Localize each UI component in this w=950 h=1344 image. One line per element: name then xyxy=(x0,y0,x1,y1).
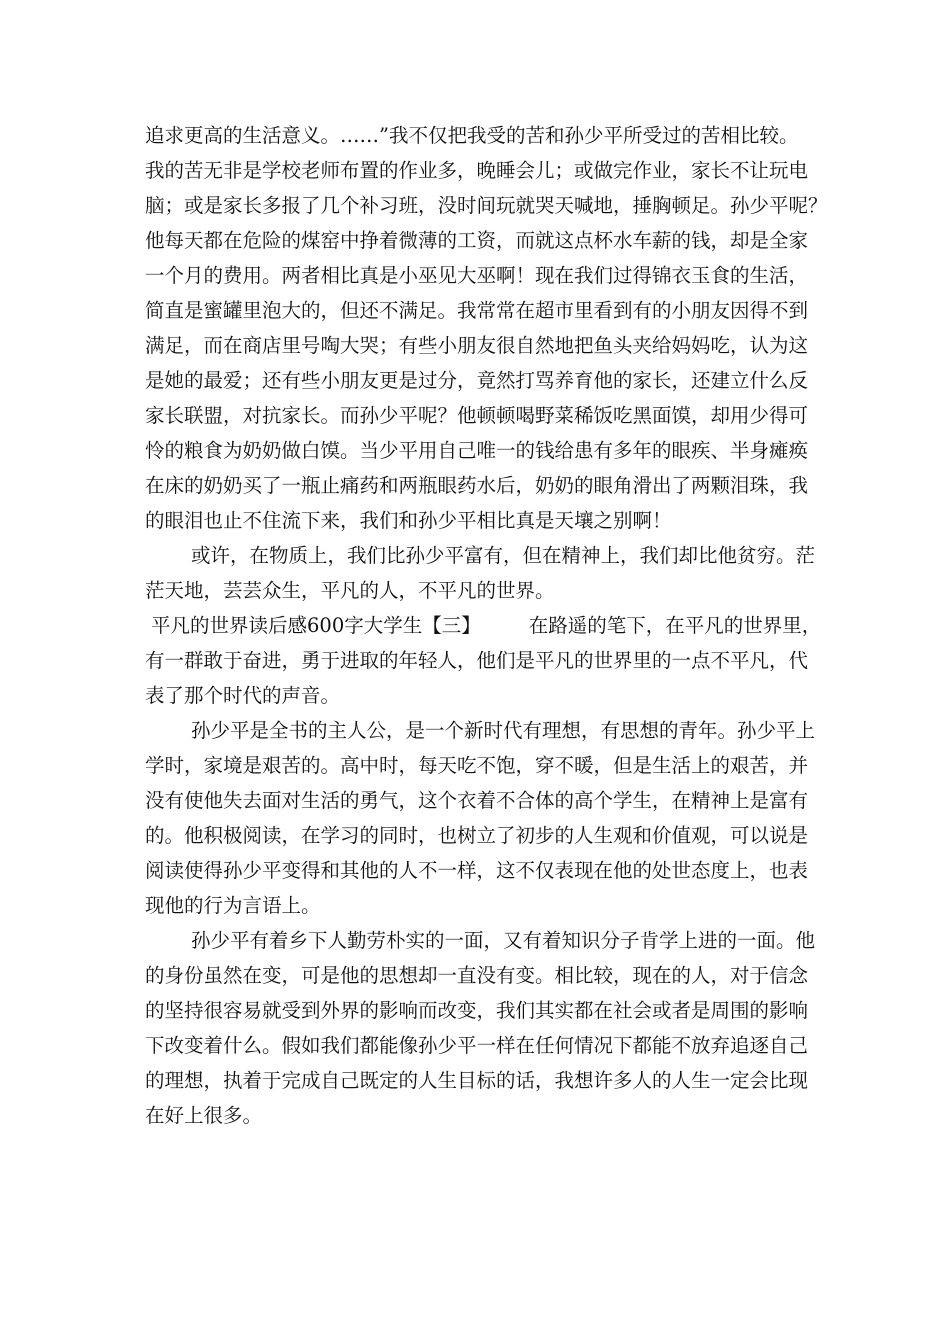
text-line: 现他的行为言语上。 xyxy=(145,894,321,917)
text-line: 在床的奶奶买了一瓶止痛药和两瓶眼药水后，奶奶的眼角滑出了两颗泪珠，我 xyxy=(145,474,809,497)
text-line: 追求更高的生活意义。……”我不仅把我受的苦和孙少平所受过的苦相比较。 xyxy=(145,124,799,147)
text-line: 满足，而在商店里号啕大哭；有些小朋友很自然地把鱼头夹给妈妈吃，认为这 xyxy=(145,334,809,357)
text-line: 学时，家境是艰苦的。高中时，每天吃不饱，穿不暖，但是生活上的艰苦，并 xyxy=(145,754,809,777)
text-line: 他每天都在危险的煤窑中挣着微薄的工资，而就这点杯水车薪的钱，却是全家 xyxy=(145,229,809,252)
text-line: 简直是蜜罐里泡大的，但还不满足。我常常在超市里看到有的小朋友因得不到 xyxy=(145,299,809,322)
text-line: 家长联盟，对抗家长。而孙少平呢？他顿顿喝野菜稀饭吃黑面馍，却用少得可 xyxy=(145,404,809,427)
text-line: 的。他积极阅读，在学习的同时，也树立了初步的人生观和价值观，可以说是 xyxy=(145,824,809,847)
paragraph-5 xyxy=(145,923,815,1133)
text-line: 没有使他失去面对生活的勇气，这个衣着不合体的高个学生，在精神上是富有 xyxy=(145,789,809,812)
text-line: 孙少平是全书的主人公，是一个新时代有理想，有思想的青年。孙少平上 xyxy=(191,719,816,742)
paragraph-2 xyxy=(145,538,815,608)
text-line: 阅读使得孙少平变得和其他的人不一样，这不仅表现在他的处世态度上，也表 xyxy=(145,859,809,882)
text-line: 脑；或是家长多报了几个补习班，没时间玩就哭天喊地，捶胸顿足。孙少平呢？ xyxy=(145,194,828,217)
text-line: 或许，在物质上，我们比孙少平富有，但在精神上，我们却比他贫穷。茫 xyxy=(191,544,816,567)
text-line: 的理想，执着于完成自己既定的人生目标的话，我想许多人的人生一定会比现 xyxy=(145,1069,809,1092)
text-line: 的坚持很容易就受到外界的影响而改变，我们其实都在社会或者是周围的影响 xyxy=(145,999,809,1022)
text-line: 下改变着什么。假如我们都能像孙少平一样在任何情况下都能不放弃追逐自己 xyxy=(145,1034,809,1057)
text-line: 一个月的费用。两者相比真是小巫见大巫啊！现在我们过得锦衣玉食的生活， xyxy=(145,264,809,287)
paragraph-1 xyxy=(145,118,828,538)
text-fragment: 在路遥的笔下，在平凡的世界里， xyxy=(528,614,822,637)
paragraph-3 xyxy=(145,608,822,713)
paragraph-4 xyxy=(145,713,815,923)
text-line: 孙少平有着乡下人勤劳朴实的一面，又有着知识分子肯学上进的一面。他 xyxy=(191,929,816,952)
text-line: 是她的最爱；还有些小朋友更是过分，竟然打骂养育他的家长，还建立什么反 xyxy=(145,369,809,392)
text-line: 怜的粮食为奶奶做白馍。当少平用自己唯一的钱给患有多年的眼疾、半身瘫痪 xyxy=(145,439,809,462)
text-line: 有一群敢于奋进，勇于进取的年轻人，他们是平凡的世界里的一点不平凡，代 xyxy=(145,649,809,672)
text-line: 茫天地，芸芸众生，平凡的人，不平凡的世界。 xyxy=(145,579,555,602)
text-line: 的眼泪也止不住流下来，我们和孙少平相比真是天壤之别啊！ xyxy=(145,509,672,532)
text-line: 的身份虽然在变，可是他的思想却一直没有变。相比较，现在的人，对于信念 xyxy=(145,964,809,987)
text-line: 我的苦无非是学校老师布置的作业多，晚睡会儿；或做完作业，家长不让玩电 xyxy=(145,159,809,182)
section-heading: 平凡的世界读后感600字大学生【三】 xyxy=(151,614,481,637)
document-body xyxy=(145,118,828,1133)
text-line: 在好上很多。 xyxy=(145,1104,263,1127)
section-heading-line xyxy=(151,608,822,643)
text-line: 表了那个时代的声音。 xyxy=(145,684,341,707)
